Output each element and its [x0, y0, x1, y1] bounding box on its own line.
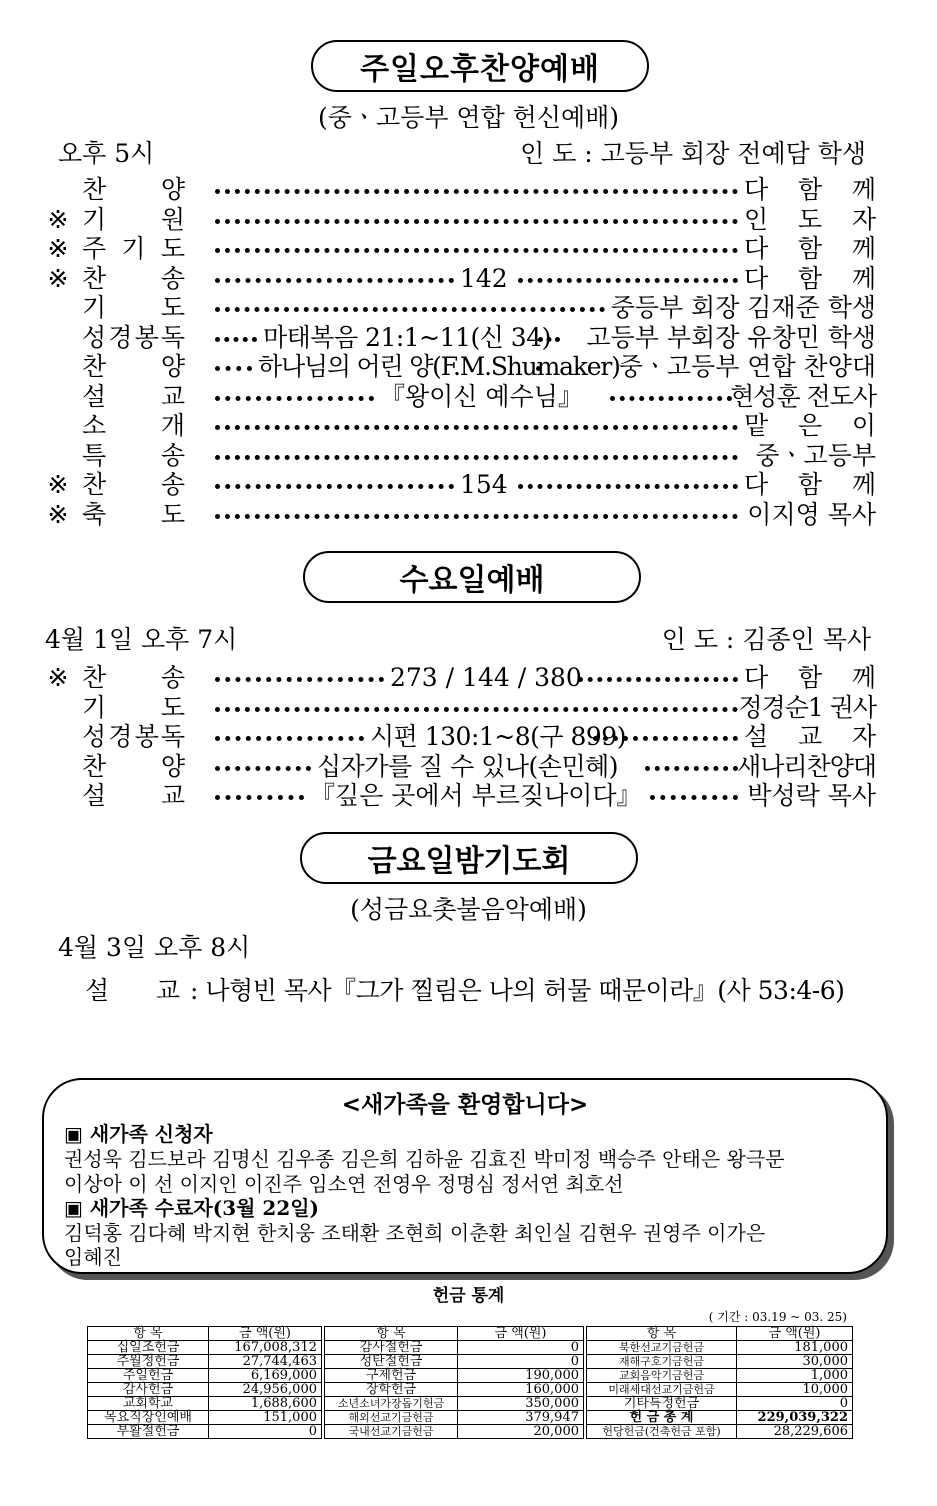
leader-dots	[215, 219, 738, 224]
amount-cell: 379,947	[458, 1411, 584, 1425]
item-cell: 주월정헌금	[88, 1355, 209, 1369]
friday-sermon-label-text: 설 교	[85, 976, 180, 1005]
sunday-item-right: 중등부 회장 김재준 학생	[610, 293, 876, 322]
table-row	[88, 1341, 853, 1355]
amount-cell: 0	[458, 1341, 584, 1355]
leader-dots	[536, 366, 540, 371]
item-cell: 국내선교기금헌금	[325, 1425, 458, 1439]
wednesday-item-right: 다 함 께	[744, 663, 876, 692]
amount-cell: 10,000	[737, 1383, 853, 1397]
wednesday-title	[303, 551, 641, 603]
item-cell: 해외선교기금헌금	[325, 1411, 458, 1425]
sunday-item-label: 축 도	[82, 499, 185, 529]
sunday-item-right: 이지영 목사	[747, 499, 876, 529]
sunday-item-mark: ※	[47, 234, 69, 263]
sunday-item-mark: ※	[47, 470, 69, 499]
item-cell: 헌 금 총 계	[587, 1411, 737, 1425]
leader-dots	[215, 455, 738, 460]
sunday-item-right: 맡 은 이	[744, 411, 876, 440]
item-cell: 구제헌금	[325, 1369, 458, 1383]
item-cell: 기타특정헌금	[587, 1397, 737, 1411]
table-row	[88, 1397, 853, 1411]
sunday-item-right: 다 함 께	[744, 263, 876, 293]
wednesday-item-mark: ※	[47, 663, 69, 692]
amount-cell: 181,000	[737, 1341, 853, 1355]
wednesday-item-row	[40, 752, 876, 781]
wednesday-item-middle: 『깊은 곳에서 부르짖나이다』	[310, 781, 642, 810]
offering-table	[87, 1326, 853, 1439]
wednesday-item-middle: 시편 130:1~8(구 899)	[370, 722, 626, 751]
table-row	[88, 1383, 853, 1397]
item-cell: 부활절헌금	[88, 1425, 209, 1439]
friday-title	[300, 832, 638, 884]
sunday-item-row	[40, 264, 876, 293]
leader-dots	[215, 366, 252, 371]
amount-cell: 30,000	[737, 1355, 853, 1369]
item-cell: 감사헌금	[88, 1383, 209, 1397]
wednesday-title-text: 수요일예배	[399, 563, 545, 598]
leader-dots	[215, 707, 738, 712]
column-header: 항 목	[587, 1327, 737, 1341]
leader-dots	[215, 766, 311, 771]
wednesday-item-row	[40, 693, 876, 722]
sunday-item-row	[40, 175, 876, 204]
sunday-item-label: 찬 송	[82, 263, 185, 293]
sunday-item-mark: ※	[47, 204, 69, 234]
item-cell: 주일헌금	[88, 1369, 209, 1383]
sunday-item-middle: 『왕이신 예수님』	[380, 381, 583, 411]
sunday-item-row	[40, 411, 876, 440]
leader-dots	[215, 736, 364, 741]
sunday-item-label: 찬 양	[82, 352, 185, 381]
column-header: 금 액(원)	[737, 1327, 853, 1341]
sunday-item-row	[40, 205, 876, 234]
sunday-item-right: 다 함 께	[744, 175, 876, 204]
leader-dots	[215, 307, 605, 312]
item-cell: 교회학교	[88, 1397, 209, 1411]
leader-dots	[215, 484, 454, 489]
sunday-item-row	[40, 441, 876, 470]
wednesday-item-middle: 273 / 144 / 380	[390, 663, 582, 692]
table-row	[88, 1355, 853, 1369]
friday-sermon-text: : 나형빈 목사『그가 찔림은 나의 허물 때문이라』(사 53:4-6)	[190, 976, 845, 1005]
sunday-item-label: 성 경 봉 독	[82, 322, 185, 352]
amount-cell: 190,000	[458, 1369, 584, 1383]
leader-dots	[215, 677, 384, 682]
table-row	[88, 1411, 853, 1425]
wednesday-item-right: 새나리찬양대	[737, 751, 876, 781]
sunday-title	[311, 40, 649, 92]
leader-dots	[215, 337, 257, 342]
amount-cell: 0	[737, 1397, 853, 1411]
item-cell: 소년소녀가장돕기헌금	[325, 1397, 458, 1411]
amount-cell: 6,169,000	[209, 1369, 322, 1383]
amount-cell: 0	[209, 1425, 322, 1439]
column-header: 항 목	[325, 1327, 458, 1341]
applicants-line-2: 이상아 이 선 이지인 이진주 임소연 전영우 정명심 정서연 최호선	[64, 1172, 624, 1196]
item-cell: 헌당헌금(건축헌금 포함)	[587, 1425, 737, 1439]
sunday-item-right: 다 함 께	[744, 470, 876, 499]
sunday-item-right: 현성훈 전도사	[730, 381, 876, 411]
sunday-time: 오후 5시	[58, 139, 155, 168]
offering-period: ( 기간 : 03.19 ~ 03. 25)	[708, 1310, 847, 1324]
wednesday-item-label: 기 도	[82, 692, 185, 722]
table-row	[88, 1369, 853, 1383]
wednesday-item-label: 설 교	[82, 781, 185, 810]
graduates-line-1: 김덕홍 김다혜 박지현 한치웅 조태환 조현희 이춘환 최인실 김현우 권영주 이가은	[64, 1221, 766, 1245]
sunday-item-label: 기 도	[82, 293, 185, 322]
friday-time: 4월 3일 오후 8시	[58, 933, 251, 962]
leader-dots	[578, 677, 738, 682]
sunday-item-label: 기 원	[82, 204, 185, 234]
sunday-item-right: 중ㆍ고등부 연합 찬양대	[618, 352, 876, 381]
sunday-item-right: 중ㆍ고등부	[755, 440, 876, 470]
amount-cell: 0	[458, 1355, 584, 1369]
leader-dots	[610, 396, 732, 401]
amount-cell: 20,000	[458, 1425, 584, 1439]
sunday-item-right: 고등부 부회장 유창민 학생	[586, 322, 876, 352]
graduates-line-2: 임혜진	[64, 1245, 122, 1269]
sunday-item-row	[40, 323, 876, 352]
sunday-item-label: 소 개	[82, 411, 185, 440]
amount-cell: 160,000	[458, 1383, 584, 1397]
sunday-item-row	[40, 293, 876, 322]
amount-cell: 24,956,000	[209, 1383, 322, 1397]
sunday-item-row	[40, 234, 876, 263]
sunday-item-mark: ※	[47, 263, 69, 293]
amount-cell: 151,000	[209, 1411, 322, 1425]
amount-cell: 28,229,606	[737, 1425, 853, 1439]
leader-dots	[650, 795, 738, 800]
wednesday-item-middle: 십자가를 질 수 있나(손민혜)	[317, 751, 618, 781]
welcome-title: <새가족을 환영합니다>	[341, 1092, 589, 1118]
offering-title: 헌금 통계	[432, 1286, 505, 1306]
column-header: 금 액(원)	[209, 1327, 322, 1341]
amount-cell: 229,039,322	[737, 1411, 853, 1425]
table-row	[88, 1425, 853, 1439]
leader-dots	[215, 278, 454, 283]
applicants-line-1: 권성욱 김드보라 김명신 김우종 김은희 김하윤 김효진 박미정 백승주 안태은 왕극문	[64, 1147, 785, 1171]
item-cell: 미래세대선교기금헌금	[587, 1383, 737, 1397]
sunday-item-middle: 154	[460, 470, 508, 499]
amount-cell: 167,008,312	[209, 1341, 322, 1355]
friday-subtitle: (성금요촛불음악예배)	[350, 895, 587, 924]
leader-dots	[593, 736, 738, 741]
item-cell: 목요직장인예배	[88, 1411, 209, 1425]
sunday-item-right: 인 도 자	[744, 204, 876, 234]
item-cell: 북한선교기금헌금	[587, 1341, 737, 1355]
leader-dots	[645, 766, 738, 771]
sunday-item-row	[40, 470, 876, 499]
leader-dots	[518, 484, 738, 489]
welcome-box	[42, 1078, 888, 1274]
wednesday-item-row	[40, 781, 876, 810]
sunday-item-row	[40, 352, 876, 381]
sunday-subtitle: (중ㆍ고등부 연합 헌신예배)	[317, 103, 620, 132]
wednesday-item-right: 정경순1 권사	[738, 692, 876, 722]
friday-title-text: 금요일밤기도회	[367, 844, 571, 879]
leader-dots	[215, 396, 374, 401]
sunday-item-row	[40, 500, 876, 529]
amount-cell: 1,688,600	[209, 1397, 322, 1411]
item-cell: 교회음악기금헌금	[587, 1369, 737, 1383]
wednesday-item-right: 설 교 자	[744, 722, 876, 751]
wednesday-item-row	[40, 722, 876, 751]
item-cell: 성탄절헌금	[325, 1355, 458, 1369]
applicants-heading: ▣ 새가족 신청자	[64, 1122, 213, 1146]
column-header: 금 액(원)	[458, 1327, 584, 1341]
sunday-item-label: 설 교	[82, 381, 185, 411]
item-cell: 장학헌금	[325, 1383, 458, 1397]
sunday-item-label: 찬 양	[82, 175, 185, 204]
leader-dots	[215, 425, 738, 430]
wednesday-item-row	[40, 663, 876, 692]
leader-dots	[215, 795, 304, 800]
amount-cell: 27,744,463	[209, 1355, 322, 1369]
table-header	[88, 1327, 853, 1341]
item-cell: 감사절헌금	[325, 1341, 458, 1355]
sunday-item-middle: 142	[460, 263, 508, 293]
graduates-heading: ▣ 새가족 수료자(3월 22일)	[64, 1196, 320, 1220]
sunday-item-middle: 하나님의 어린 양(F.M.Shumaker)	[258, 352, 620, 381]
wednesday-item-label: 찬 양	[82, 751, 185, 781]
wednesday-time: 4월 1일 오후 7시	[45, 625, 238, 654]
leader-dots	[538, 337, 560, 342]
sunday-title-text: 주일오후찬양예배	[360, 52, 600, 87]
leader-dots	[215, 514, 738, 519]
item-cell: 십일조헌금	[88, 1341, 209, 1355]
sunday-item-label: 찬 송	[82, 470, 185, 499]
friday-sermon-label	[85, 971, 185, 1007]
leader-dots	[215, 248, 738, 253]
item-cell: 재해구호기금헌금	[587, 1355, 737, 1369]
amount-cell: 1,000	[737, 1369, 853, 1383]
sunday-item-right: 다 함 께	[744, 234, 876, 263]
column-header: 항 목	[88, 1327, 209, 1341]
amount-cell: 350,000	[458, 1397, 584, 1411]
sunday-item-label: 주 기 도	[82, 234, 185, 263]
sunday-item-middle: 마태복음 21:1~11(신 34)	[263, 322, 551, 352]
sunday-item-row	[40, 382, 876, 411]
sunday-item-label: 특 송	[82, 440, 185, 470]
wednesday-leader: 인 도 : 김종인 목사	[661, 625, 871, 654]
wednesday-item-label: 성 경 봉 독	[82, 722, 185, 751]
leader-dots	[518, 278, 738, 283]
leader-dots	[215, 189, 738, 194]
sunday-item-mark: ※	[47, 499, 69, 529]
sunday-leader: 인 도 : 고등부 회장 전예담 학생	[520, 139, 866, 168]
wednesday-item-right: 박성락 목사	[747, 781, 876, 810]
wednesday-item-label: 찬 송	[82, 663, 185, 692]
